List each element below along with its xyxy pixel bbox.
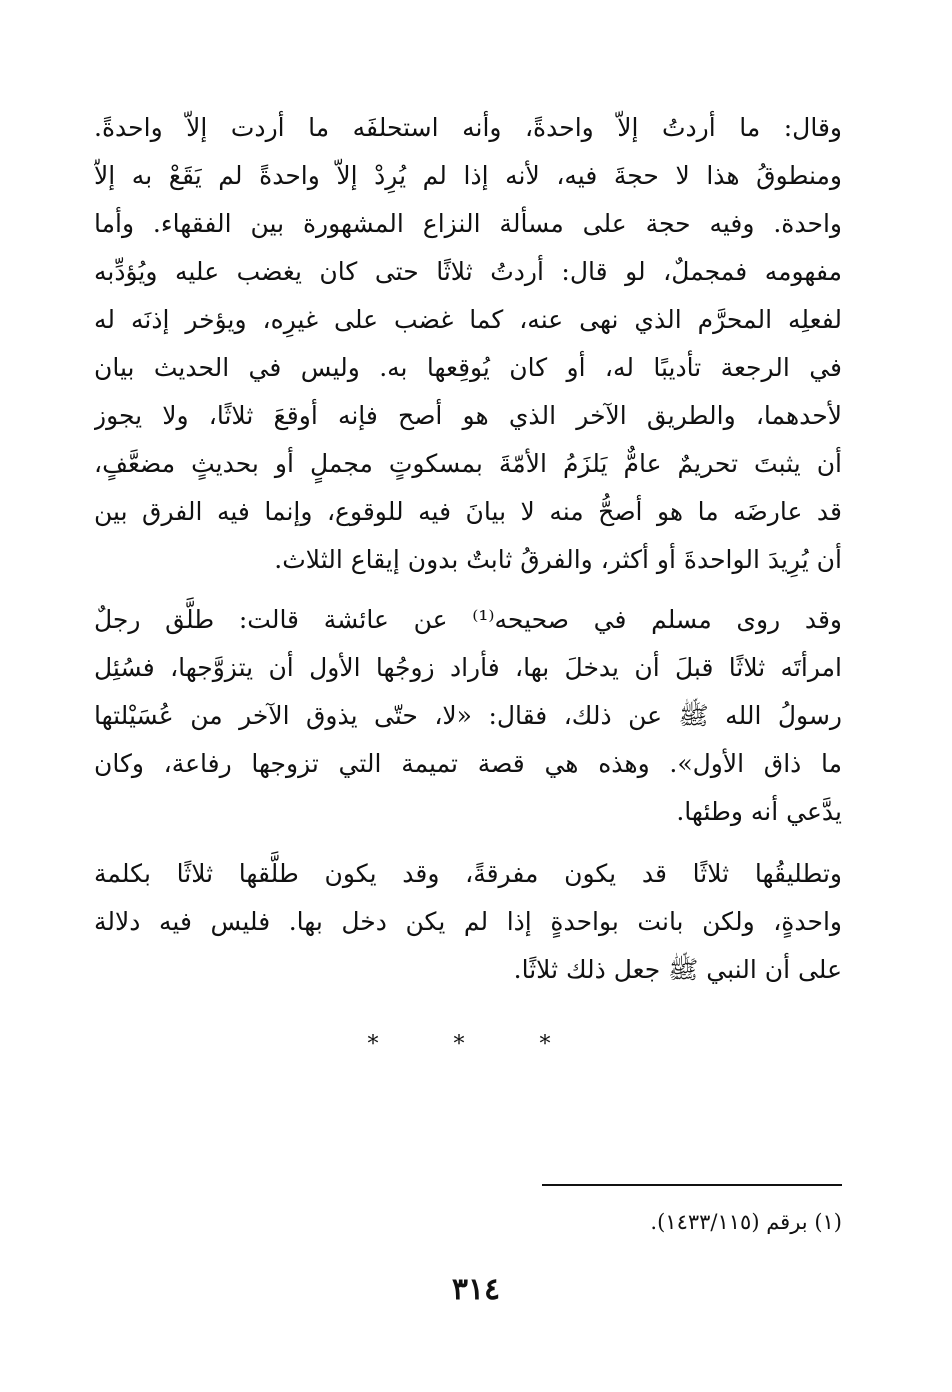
- text-line: يدَّعي أنه وطئها.: [676, 797, 842, 826]
- text-line: واحدة. وفيه حجة على مسألة النزاع المشهورة بين الفقهاء. وأما: [94, 209, 842, 238]
- text-line: قد عارضَه ما هو أصحُّ منه لا بيانَ فيه للوقوع، وإنما فيه الفرق بين: [94, 497, 842, 526]
- text-line: في الرجعة تأديبًا له، أو كان يُوقِعها به. وليس في الحديث بيان: [94, 353, 842, 382]
- text-line: ومنطوقُ هذا لا حجةَ فيه، لأنه إذا لم يُرِدْ إلاّ واحدةً لم يَقَعْ به إلاّ: [94, 161, 842, 190]
- paragraph-2: [94, 596, 842, 836]
- text-line: لفعلِه المحرَّم الذي نهى عنه، كما غضب على غيرِه، ويؤخر إذنَه له: [94, 305, 842, 334]
- text-line: ما ذاق الأول». وهذه هي قصة تميمة التي تزوجها رفاعة، وكان: [94, 749, 842, 778]
- paragraph-3: [94, 850, 842, 994]
- text-line: وقد روى مسلم في صحيحه⁽¹⁾ عن عائشة قالت: طلَّق رجلٌ: [94, 605, 842, 634]
- page-number: ٣١٤: [451, 1272, 501, 1307]
- text-line: وتطليقُها ثلاثًا قد يكون مفرقةً، وقد يكون طلَّقها ثلاثًا بكلمة: [94, 859, 842, 888]
- text-line: أن يثبتَ تحريمٌ عامٌّ يَلزَمُ الأمّةَ بمسكوتٍ مجملٍ أو بحديثٍ مضعَّفٍ،: [94, 449, 842, 478]
- text-line: لأحدهما، والطريق الآخر الذي هو أصح فإنه أوقعَ ثلاثًا، ولا يجوز: [94, 401, 842, 430]
- text-line: أن يُرِيدَ الواحدةَ أو أكثر، والفرقُ ثابتٌ بدون إيقاع الثلاث.: [274, 545, 842, 574]
- text-line: على أن النبي ﷺ جعل ذلك ثلاثًا.: [513, 955, 842, 984]
- text-line: وقال: ما أردتُ إلاّ واحدةً، وأنه استحلفَه ما أردت إلاّ واحدةً.: [94, 113, 842, 142]
- footnote-divider: [542, 1184, 842, 1186]
- text-line: مفهومه فمجملٌ، لو قال: أردتُ ثلاثًا حتى كان يغضب عليه ويُؤدِّبه: [94, 257, 842, 286]
- text-line: رسولُ الله ﷺ عن ذلك، فقال: «لا، حتّى يذوق الآخر من عُسَيْلتها: [94, 701, 842, 730]
- paragraph-1: [94, 104, 842, 584]
- footnote: (١) برقم (١٤٣٣/١١٥).: [650, 1210, 842, 1234]
- text-line: واحدةٍ، ولكن بانت بواحدةٍ إذا لم يكن دخل بها. فليس فيه دلالة: [94, 907, 842, 936]
- text-line: امرأتَه ثلاثًا قبلَ أن يدخلَ بها، فأراد زوجُها الأول أن يتزوَّجها، فسُئِل: [94, 653, 842, 682]
- section-separator: * * *: [367, 1032, 585, 1057]
